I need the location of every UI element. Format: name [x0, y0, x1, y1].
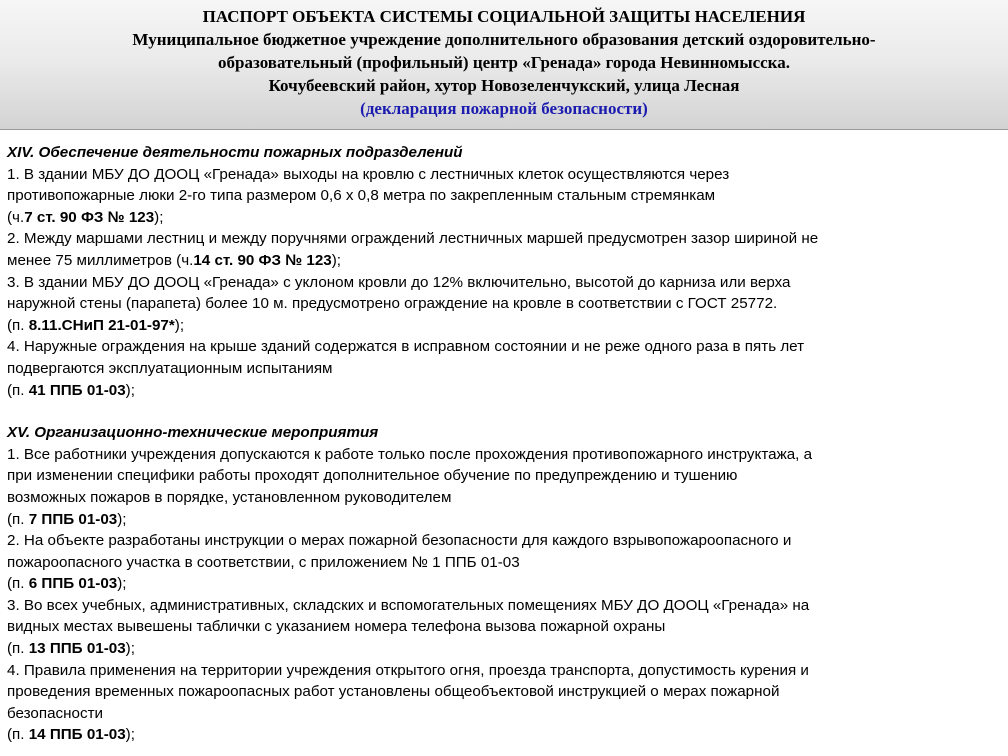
reference-code: 7 ст. 90 ФЗ № 123 — [24, 208, 155, 226]
reference-code: 14 ст. 90 ФЗ № 123 — [193, 251, 332, 269]
reference-code: 41 ППБ 01-03 — [28, 381, 126, 399]
item-text-line: 2. Между маршами лестниц и между поручнями ограждений лестничных маршей предусмотрен зазор шириной не — [7, 230, 819, 248]
reference-suffix: ); — [125, 381, 135, 399]
reference-code: 8.11.СНиП 21-01-97* — [28, 316, 175, 334]
section-15-item-2-reference — [0, 573, 1000, 595]
reference-prefix: (п. — [7, 381, 29, 399]
institution-line-2: образовательный (профильный) центр «Гренада» города Невинномысска. — [218, 53, 790, 72]
item-text-line: противопожарные люки 2-го типа размером 0,6 х 0,8 метра по закрепленным стальным стремянкам — [7, 187, 716, 205]
item-text-line: безопасности — [7, 704, 104, 722]
section-15-item-1 — [0, 444, 1000, 509]
item-text-part: менее 75 миллиметров (ч. — [7, 251, 194, 269]
section-15-item-2 — [0, 530, 1000, 573]
page-title: ПАСПОРТ ОБЪЕКТА СИСТЕМЫ СОЦИАЛЬНОЙ ЗАЩИТЫ НАСЕЛЕНИЯ — [202, 7, 806, 26]
reference-code: 14 ППБ 01-03 — [28, 726, 126, 744]
section-15-item-1-reference — [0, 509, 1000, 531]
item-text-line: 3. В здании МБУ ДО ДООЦ «Гренада» с уклоном кровли до 12% включительно, высотой до карниза или верха — [7, 273, 791, 291]
section-15-item-3-reference — [0, 638, 1000, 660]
reference-prefix: (п. — [7, 510, 29, 528]
item-text-line — [7, 250, 1000, 272]
item-text-line: наружной стены (парапета) более 10 м. предусмотрено ограждение на кровле в соответствии с ГОСТ 25772. — [7, 295, 778, 313]
section-14-item-1 — [0, 164, 1000, 207]
section-15-title: XV. Организационно-технические мероприятия — [7, 424, 379, 442]
section-15-item-4-reference — [0, 724, 1000, 746]
section-14-item-3 — [0, 272, 1000, 315]
reference-suffix: ); — [125, 640, 135, 658]
item-text-line: проведения временных пожароопасных работ установлены общеобъектовой инструкцией о мерах пожарной — [7, 683, 780, 701]
reference-suffix: ); — [125, 726, 135, 744]
header-banner — [0, 0, 1008, 130]
section-15-item-3 — [0, 595, 1000, 638]
section-gap — [0, 401, 1000, 422]
reference-suffix: ); — [174, 316, 185, 334]
item-text-line: при изменении специфики работы проходят дополнительное обучение по предупреждению и тушению — [7, 467, 738, 485]
item-text-line: 4. Наружные ограждения на крыше зданий содержатся в исправном состоянии и не реже одного раза в пять лет — [7, 338, 805, 356]
item-text-line: 1. В здании МБУ ДО ДООЦ «Гренада» выходы на кровлю с лестничных клеток осуществляются через — [7, 165, 730, 183]
reference-suffix: ); — [331, 251, 342, 269]
item-text-line: 1. Все работники учреждения допускаются к работе только после прохождения противопожарного инструктажа, а — [7, 445, 813, 463]
item-text-line: 2. На объекте разработаны инструкции о мерах пожарной безопасности для каждого взрывопожароопасного и — [7, 532, 792, 550]
reference-code: 6 ППБ 01-03 — [28, 575, 118, 593]
document-body — [0, 142, 1000, 746]
item-text-line: возможных пожаров в порядке, установленном руководителем — [7, 488, 452, 506]
reference-prefix: (п. — [7, 575, 29, 593]
section-14-item-2 — [0, 228, 1000, 271]
section-14-item-4-reference — [0, 380, 1000, 402]
reference-suffix: ); — [154, 208, 164, 226]
reference-prefix: (п. — [7, 640, 29, 658]
section-14-item-3-reference — [0, 315, 1000, 337]
reference-suffix: ); — [117, 510, 127, 528]
reference-prefix: (ч. — [7, 208, 25, 226]
section-15-item-4 — [0, 660, 1000, 725]
address-line: Кочубеевский район, хутор Новозеленчукский, улица Лесная — [268, 76, 740, 95]
item-text-line: 3. Во всех учебных, административных, складских и вспомогательных помещениях МБУ ДО ДООЦ «Гренада» на — [7, 596, 810, 614]
section-14-item-4 — [0, 336, 1000, 379]
document-subtitle: (декларация пожарной безопасности) — [360, 99, 648, 118]
institution-line-1: Муниципальное бюджетное учреждение дополнительного образования детский оздоровительно- — [132, 30, 876, 49]
item-text-line: подвергаются эксплуатационным испытаниям — [7, 359, 333, 377]
item-text-line: видных местах вывешены таблички с указанием номера телефона вызова пожарной охраны — [7, 618, 666, 636]
section-14-title: XIV. Обеспечение деятельности пожарных подразделений — [7, 144, 463, 161]
reference-suffix: ); — [117, 575, 127, 593]
reference-prefix: (п. — [7, 316, 29, 334]
reference-prefix: (п. — [7, 726, 29, 744]
section-14-item-1-reference — [0, 207, 1000, 229]
item-text-line: 4. Правила применения на территории учреждения открытого огня, проезда транспорта, допустимость курения и — [7, 661, 809, 679]
reference-code: 13 ППБ 01-03 — [28, 640, 126, 658]
reference-code: 7 ППБ 01-03 — [28, 510, 118, 528]
item-text-line: пожароопасного участка в соответствии, с приложением № 1 ППБ 01-03 — [7, 553, 520, 571]
